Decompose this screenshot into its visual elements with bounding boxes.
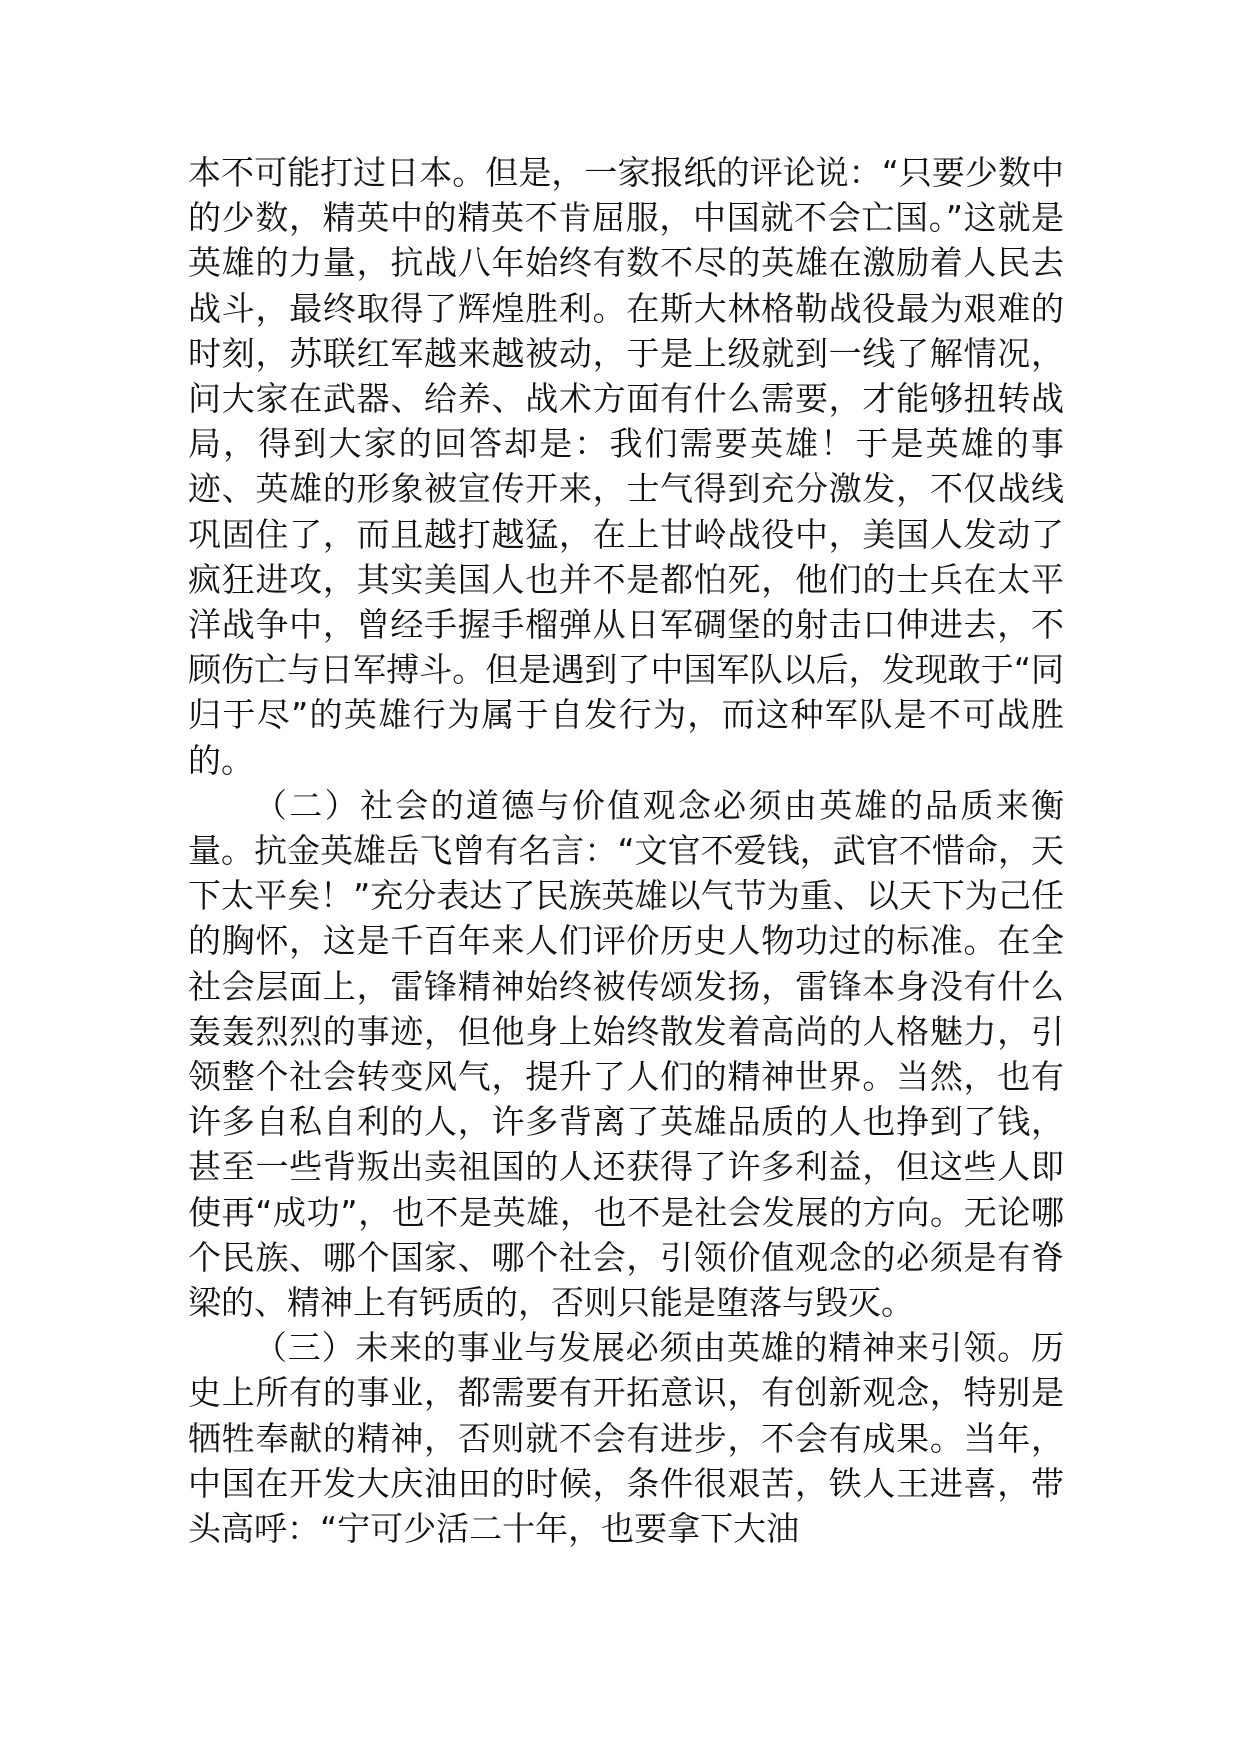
paragraph-3: （三）未来的事业与发展必须由英雄的精神来引领。历史上所有的事业，都需要有开拓意识，有创新观念，特别是牺牲奉献的精神，否则就不会有进步，不会有成果。当年，中国在开发大庆油田的时候，条件很艰苦，铁人王进喜，带头高呼：“宁可少活二十年，也要拿下大油 [188, 1328, 1064, 1549]
paragraph-2: （二）社会的道德与价值观念必须由英雄的品质来衡量。抗金英雄岳飞曾有名言：“文官不爱钱，武官不惜命，天下太平矣！”充分表达了民族英雄以气节为重、以天下为己任的胸怀，这是千百年来人们评价历史人物功过的标准。在全社会层面上，雷锋精神始终被传颂发扬，雷锋本身没有什么轰轰烈烈的事迹，但他身上始终散发着高尚的人格魅力，引领整个社会转变风气，提升了人们的精神世界。当然，也有许多自私自利的人，许多背离了英雄品质的人也挣到了钱，甚至一些背叛出卖祖国的人还获得了许多利益，但这些人即使再“成功”，也不是英雄，也不是社会发展的方向。无论哪个民族、哪个国家、哪个社会，引领价值观念的必须是有脊梁的、精神上有钙质的，否则只能是堕落与毁灭。 [188, 785, 1064, 1323]
document-body [188, 150, 1064, 1551]
paragraph-1: 本不可能打过日本。但是，一家报纸的评论说：“只要少数中的少数，精英中的精英不肯屈服，中国就不会亡国。”这就是英雄的力量，抗战八年始终有数不尽的英雄在激励着人民去战斗，最终取得了辉煌胜利。在斯大林格勒战役最为艰难的时刻，苏联红军越来越被动，于是上级就到一线了解情况，问大家在武器、给养、战术方面有什么需要，才能够扭转战局，得到大家的回答却是：我们需要英雄！于是英雄的事迹、英雄的形象被宣传开来，士气得到充分激发，不仅战线巩固住了，而且越打越猛，在上甘岭战役中，美国人发动了疯狂进攻，其实美国人也并不是都怕死，他们的士兵在太平洋战争中，曾经手握手榴弹从日军碉堡的射击口伸进去，不顾伤亡与日军搏斗。但是遇到了中国军队以后，发现敢于“同归于尽”的英雄行为属于自发行为，而这种军队是不可战胜的。 [188, 153, 1064, 780]
